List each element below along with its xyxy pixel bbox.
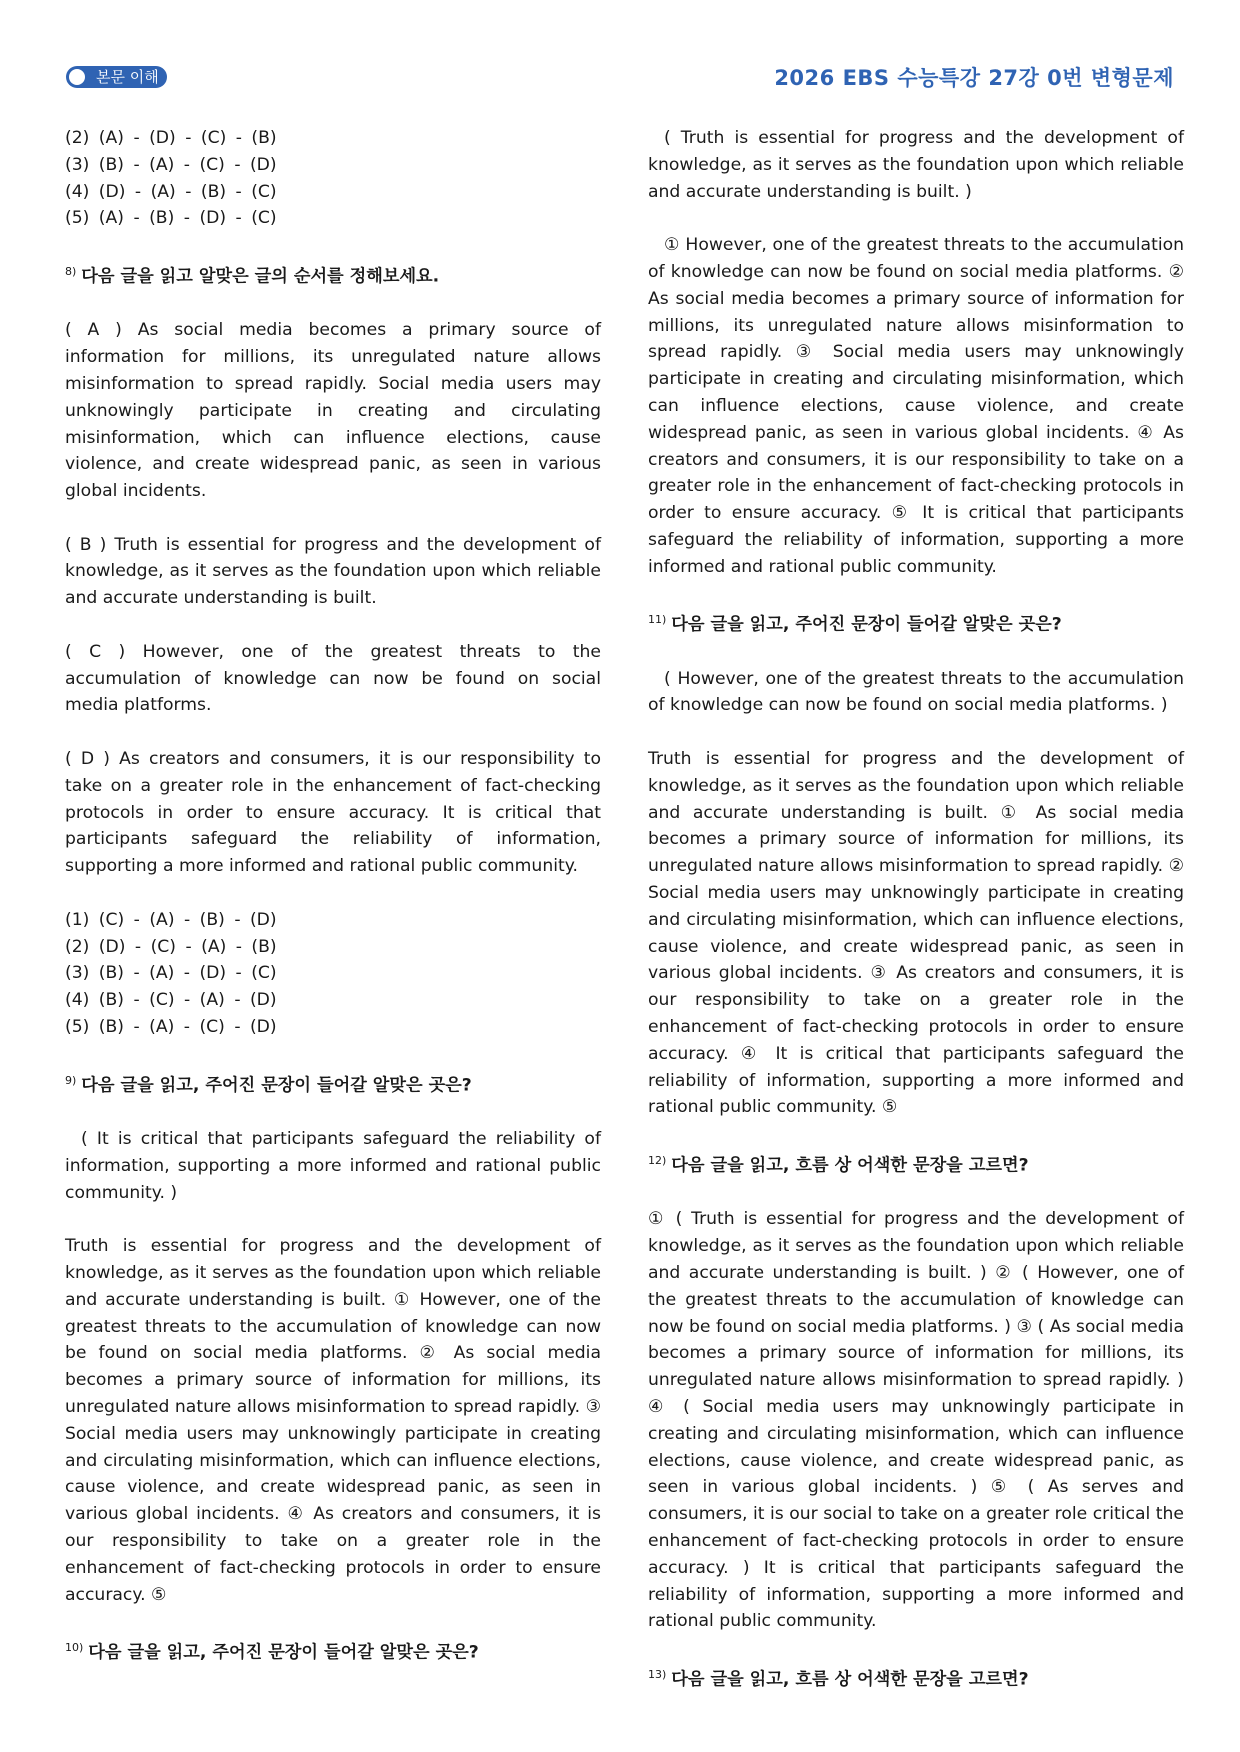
question-8-prompt: $^{8)}$ 다음 글을 읽고 알맞은 글의 순서를 정해보세요. (65, 264, 440, 287)
question-12-prompt: $^{12)}$ 다음 글을 읽고, 흐름 상 어색한 문장을 고르면? (648, 1154, 1029, 1176)
paragraph-a: ( A ) As social media becomes a primary source of information for millions, its unregulated nature allows misinformation to spread rapidly. Social media users may unknowingly participate in creating and circulating misinformation, which can influence elections, cause violence, and create widespread panic, as seen in various global incidents. (65, 320, 601, 502)
question-9-prompt: $^{9)}$ 다음 글을 읽고, 주어진 문장이 들어갈 알맞은 곳은? (65, 1073, 472, 1096)
question-13-prompt: $^{13)}$ 다음 글을 읽고, 흐름 상 어색한 문장을 고르면? (648, 1667, 1029, 1690)
option-line: (4) (B) - (C) - (A) - (D) (65, 990, 277, 1011)
option-line: (2) (D) - (C) - (A) - (B) (65, 936, 277, 957)
question-number: 11) (648, 613, 667, 627)
section-badge (66, 66, 167, 88)
right-column (648, 125, 1184, 1693)
page-header (66, 62, 1174, 96)
question-number: 9) (65, 1073, 77, 1087)
question-number: 12) (648, 1154, 667, 1168)
question-number: 8) (65, 264, 77, 278)
question-number: 10) (65, 1641, 84, 1655)
option-line: (3) (B) - (A) - (D) - (C) (65, 963, 277, 984)
given-sentence: ( However, one of the greatest threats to the accumulation of knowledge can now be found on social media platforms. ) (648, 668, 1184, 716)
left-column (65, 125, 601, 1667)
passage: Truth is essential for progress and the development of knowledge, as it serves as the foundation upon which reliable and accurate understanding is built. ① As social media becomes a primary source of information for millions, its unregulated nature allows misinformation to spread rapidly. ② Social media users may unknowingly participate in creating and circulating misinformation, which can influence elections, cause violence, and create widespread panic, as seen in various global incidents. ③ As creators and consumers, it is our responsibility to take on a greater role in the enhancement of fact-checking protocols in order to ensure accuracy. ④ It is critical that participants safeguard the reliability of information, supporting a more informed and rational public community. ⑤ (648, 749, 1184, 1118)
paragraph-d: ( D ) As creators and consumers, it is our responsibility to take on a greater role in the enhancement of fact-checking protocols in order to ensure accuracy. It is critical that participants safeguard the reliability of information, supporting a more informed and rational public community. (65, 749, 601, 877)
question-number: 13) (648, 1667, 667, 1681)
option-line: (3) (B) - (A) - (C) - (D) (65, 154, 277, 175)
page-title: 2026 EBS 수능특강 27강 0번 변형문제 (774, 66, 1174, 90)
option-line: (4) (D) - (A) - (B) - (C) (65, 181, 277, 202)
option-line: (2) (A) - (D) - (C) - (B) (65, 128, 277, 148)
option-line: (5) (B) - (A) - (C) - (D) (65, 1017, 277, 1038)
badge-circle-icon (69, 69, 85, 85)
option-line: (1) (C) - (A) - (B) - (D) (65, 909, 277, 930)
passage: ① However, one of the greatest threats to the accumulation of knowledge can now be found on social media platforms. ② As social media becomes a primary source of information for millions, its unregulated nature allows misinformation to spread rapidly. ③ Social media users may unknowingly participate in creating and circulating misinformation, which can influence elections, cause violence, and create widespread panic, as seen in various global incidents. ④ As creators and consumers, it is our responsibility to take on a greater role in the enhancement of fact-checking protocols in order to ensure accuracy. ⑤ It is critical that participants safeguard the reliability of information, supporting a more informed and rational public community. (648, 235, 1184, 577)
paragraph-c: ( C ) However, one of the greatest threats to the accumulation of knowledge can now be found on social media platforms. (65, 641, 601, 716)
passage: Truth is essential for progress and the development of knowledge, as it serves as the foundation upon which reliable and accurate understanding is built. ① However, one of the greatest threats to the accumulation of knowledge can now be found on social media platforms. ② As social media becomes a primary source of information for millions, its unregulated nature allows misinformation to spread rapidly. ③ Social media users may unknowingly participate in creating and circulating misinformation, which can influence elections, cause violence, and create widespread panic, as seen in various global incidents. ④ As creators and consumers, it is our responsibility to take on a greater role in the enhancement of fact-checking protocols in order to ensure accuracy. ⑤ (65, 1236, 601, 1605)
paragraph-b: ( B ) Truth is essential for progress and the development of knowledge, as it serves as the foundation upon which reliable and accurate understanding is built. (65, 534, 601, 609)
question-11-prompt: $^{11)}$ 다음 글을 읽고, 주어진 문장이 들어갈 알맞은 곳은? (648, 613, 1062, 636)
given-sentence: ( Truth is essential for progress and the development of knowledge, as it serves as the foundation upon which reliable and accurate understanding is built. ) (648, 128, 1184, 202)
option-line: (5) (A) - (B) - (D) - (C) (65, 208, 277, 229)
given-sentence: ( It is critical that participants safeguard the reliability of information, supporting a more informed and rational public community. ) (65, 1128, 601, 1203)
question-10-prompt: $^{10)}$ 다음 글을 읽고, 주어진 문장이 들어갈 알맞은 곳은? (65, 1641, 479, 1663)
badge-label: 본문 이해 (96, 68, 159, 86)
passage: ① ( Truth is essential for progress and the development of knowledge, as it serves as the foundation upon which reliable and accurate understanding is built. ) ② ( However, one of the greatest threats to the accumulation of knowledge can now be found on social media platforms. ) ③ ( As social media becomes a primary source of information for millions, its unregulated nature allows misinformation to spread rapidly. ) ④ ( Social media users may unknowingly participate in creating and circulating misinformation, which can influence elections, cause violence, and create widespread panic, as seen in various global incidents. ) ⑤ ( As serves and consumers, it is our social to take on a greater role critical the enhancement of fact-checking protocols in order to ensure accuracy. ) It is critical that participants safeguard the reliability of information, supporting a more informed and rational public community. (648, 1209, 1184, 1632)
